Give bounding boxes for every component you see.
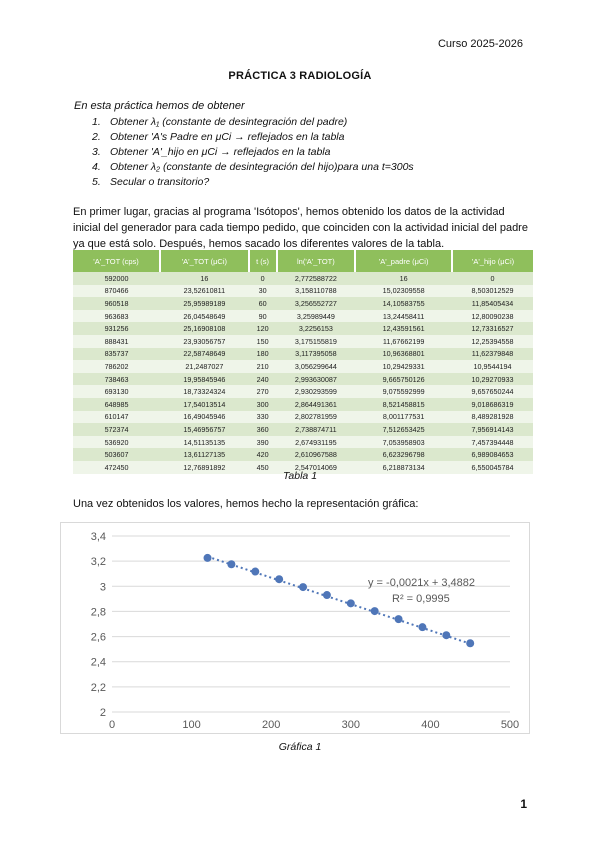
- table-cell: 2,993630087: [277, 373, 356, 386]
- objective-number: 4.: [92, 161, 101, 173]
- table-cell: 15,02309558: [355, 285, 452, 298]
- table-cell: 90: [249, 310, 277, 323]
- trendline-equation: y = -0,0021x + 3,4882: [368, 577, 476, 589]
- table-cell: 2,610967588: [277, 448, 356, 461]
- table-row: [73, 322, 533, 335]
- table-cell: 26,04548649: [160, 310, 249, 323]
- table-cell: 60: [249, 297, 277, 310]
- table-cell: 14,51135135: [160, 436, 249, 449]
- table-cell: 12,76891892: [160, 461, 249, 474]
- objective-number: 3.: [92, 146, 101, 158]
- table-cell: 6,989084653: [452, 448, 533, 461]
- table-row: [73, 398, 533, 411]
- page-number: 1: [520, 797, 527, 811]
- table-cell: 10,29270933: [452, 373, 533, 386]
- table-cell: 2,772588722: [277, 272, 356, 285]
- table-cell: 960518: [73, 297, 160, 310]
- data-point: [204, 554, 212, 562]
- table-cell: 23,52610811: [160, 285, 249, 298]
- objective-text: Obtener 'A'_hijo en μCi → reflejados en la tabla: [110, 146, 331, 158]
- table-row: [73, 448, 533, 461]
- table-cell: 16: [160, 272, 249, 285]
- table-cell: 360: [249, 423, 277, 436]
- table-cell: 420: [249, 448, 277, 461]
- table-cell: 572374: [73, 423, 160, 436]
- table-cell: 0: [452, 272, 533, 285]
- table-body: [73, 272, 533, 474]
- table-cell: 10,9544194: [452, 360, 533, 373]
- table-cell: 7,457394448: [452, 436, 533, 449]
- col-header-time: t (s): [249, 250, 277, 272]
- table-cell: 300: [249, 398, 277, 411]
- data-point: [395, 615, 403, 623]
- table-cell: 835737: [73, 348, 160, 361]
- objective-number: 1.: [92, 116, 101, 128]
- objective-text: Obtener λ₁ (constante de desintegración del padre): [110, 116, 348, 128]
- x-tick-label: 300: [341, 719, 360, 731]
- table-cell: 270: [249, 385, 277, 398]
- table-cell: 10,29429331: [355, 360, 452, 373]
- table-cell: 9,657650244: [452, 385, 533, 398]
- table-cell: 11,67662199: [355, 335, 452, 348]
- table-cell: 888431: [73, 335, 160, 348]
- table-cell: 693130: [73, 385, 160, 398]
- table-cell: 648985: [73, 398, 160, 411]
- table-cell: 12,80090238: [452, 310, 533, 323]
- table-cell: 210: [249, 360, 277, 373]
- table-cell: 180: [249, 348, 277, 361]
- table-cell: 22,58748649: [160, 348, 249, 361]
- scatter-chart: [60, 522, 530, 734]
- table-row: [73, 360, 533, 373]
- x-tick-label: 200: [262, 719, 281, 731]
- y-tick-label: 2: [99, 707, 106, 719]
- data-table: [73, 250, 533, 474]
- table-cell: 17,54013514: [160, 398, 249, 411]
- table-cell: 12,25394558: [452, 335, 533, 348]
- y-tick-label: 2,2: [90, 681, 106, 694]
- trendline-r-squared: R² = 0,9995: [392, 593, 450, 605]
- col-header-ln-a-tot: ln('A'_TOT): [277, 250, 356, 272]
- x-tick-label: 500: [500, 719, 520, 731]
- table-cell: 536920: [73, 436, 160, 449]
- table-cell: 472450: [73, 461, 160, 474]
- data-point: [347, 599, 355, 607]
- table-cell: 503607: [73, 448, 160, 461]
- table-cell: 6,623296798: [355, 448, 452, 461]
- table-header-row: [73, 250, 533, 272]
- table-row: [73, 373, 533, 386]
- y-tick-label: 2,4: [90, 656, 106, 669]
- data-point: [418, 623, 426, 631]
- table-cell: 2,802781959: [277, 411, 356, 424]
- table-cell: 3,25989449: [277, 310, 356, 323]
- table-cell: 870466: [73, 285, 160, 298]
- data-point: [371, 607, 379, 615]
- y-tick-label: 2,8: [90, 606, 106, 619]
- table-cell: 25,16908108: [160, 322, 249, 335]
- table-cell: 2,674931195: [277, 436, 356, 449]
- table-row: [73, 297, 533, 310]
- table-cell: 9,665750126: [355, 373, 452, 386]
- course-label: Curso 2025-2026: [437, 38, 523, 50]
- table-cell: 240: [249, 373, 277, 386]
- objective-text: Obtener λ₂ (constante de desintegración del hijo)para una t=300s: [110, 161, 414, 173]
- table-cell: 3,2256153: [277, 322, 356, 335]
- table-cell: 14,10583755: [355, 297, 452, 310]
- table-cell: 738463: [73, 373, 160, 386]
- table-cell: 13,24458411: [355, 310, 452, 323]
- objective-item: [92, 175, 414, 190]
- x-tick-label: 0: [108, 719, 116, 731]
- table-cell: 931256: [73, 322, 160, 335]
- table-cell: 25,95989189: [160, 297, 249, 310]
- table-cell: 3,175155819: [277, 335, 356, 348]
- col-header-a-padre: 'A'_padre (μCi): [355, 250, 452, 272]
- col-header-a-hijo: 'A'_hijo (μCi): [452, 250, 533, 272]
- table-cell: 2,738874711: [277, 423, 356, 436]
- objective-item: [92, 115, 414, 130]
- table-cell: 390: [249, 436, 277, 449]
- page-title: PRÁCTICA 3 RADIOLOGÍA: [228, 70, 372, 82]
- x-tick-label: 100: [182, 719, 201, 731]
- x-tick-label: 400: [421, 719, 440, 731]
- table-row: [73, 272, 533, 285]
- paragraph-chart-intro: Una vez obtenidos los valores, hemos hecho la representación gráfica:: [73, 498, 419, 510]
- table-cell: 963683: [73, 310, 160, 323]
- table-cell: 8,503012529: [452, 285, 533, 298]
- table-cell: 8,489281928: [452, 411, 533, 424]
- objective-item: [92, 145, 414, 160]
- table-cell: 6,550045784: [452, 461, 533, 474]
- table-cell: 786202: [73, 360, 160, 373]
- table-row: [73, 385, 533, 398]
- table-cell: 16: [355, 272, 452, 285]
- table-cell: 15,46956757: [160, 423, 249, 436]
- table-row: [73, 310, 533, 323]
- table-cell: 23,93056757: [160, 335, 249, 348]
- table-cell: 3,256552727: [277, 297, 356, 310]
- table-row: [73, 335, 533, 348]
- table-cell: 10,96368801: [355, 348, 452, 361]
- table-cell: 13,61127135: [160, 448, 249, 461]
- intro-text: En esta práctica hemos de obtener: [74, 100, 245, 112]
- table-cell: 11,62379848: [452, 348, 533, 361]
- table-caption: Tabla 1: [282, 470, 318, 482]
- y-tick-label: 3,2: [90, 556, 106, 569]
- table-cell: 8,001177531: [355, 411, 452, 424]
- chart-border: [61, 523, 530, 734]
- data-point: [275, 575, 283, 583]
- table-row: [73, 436, 533, 449]
- paragraph-intro-data: En primer lugar, gracias al programa 'Isótopos', hemos obtenido los datos de la actividad inicial del generador para cada tiempo pedido, que coinciden con la actividad inicial del padre ya que está solo. Después, hemos sacado los diferentes valores de la tabla.: [73, 206, 528, 250]
- table-row: [73, 285, 533, 298]
- table-cell: 9,018686319: [452, 398, 533, 411]
- objectives-list: [92, 115, 414, 190]
- table-cell: 6,218873134: [355, 461, 452, 474]
- table-cell: 3,117395058: [277, 348, 356, 361]
- table-cell: 2,930293599: [277, 385, 356, 398]
- table-cell: 30: [249, 285, 277, 298]
- table-cell: 11,85405434: [452, 297, 533, 310]
- y-tick-label: 3,4: [90, 531, 106, 543]
- y-tick-label: 2,6: [90, 631, 106, 644]
- table-row: [73, 348, 533, 361]
- table-cell: 12,73316527: [452, 322, 533, 335]
- table-cell: 8,521458815: [355, 398, 452, 411]
- table-cell: 2,547014069: [277, 461, 356, 474]
- table-cell: 610147: [73, 411, 160, 424]
- objective-item: [92, 130, 414, 145]
- objective-text: Secular o transitorio?: [110, 176, 210, 188]
- data-point: [323, 591, 331, 599]
- table-cell: 9,075592999: [355, 385, 452, 398]
- table-cell: 7,956914143: [452, 423, 533, 436]
- data-point: [442, 631, 450, 639]
- table-cell: 330: [249, 411, 277, 424]
- table-row: [73, 411, 533, 424]
- table-cell: 3,158110788: [277, 285, 356, 298]
- table-row: [73, 423, 533, 436]
- data-point: [299, 583, 307, 591]
- data-point: [466, 639, 474, 647]
- table-cell: 12,43591561: [355, 322, 452, 335]
- data-point: [251, 568, 259, 576]
- objective-number: 2.: [92, 131, 101, 143]
- table-cell: 3,056299644: [277, 360, 356, 373]
- y-tick-label: 3: [99, 581, 106, 594]
- table-cell: 450: [249, 461, 277, 474]
- objective-number: 5.: [92, 176, 101, 188]
- table-cell: 120: [249, 322, 277, 335]
- table-cell: 16,49045946: [160, 411, 249, 424]
- table-cell: 7,053958903: [355, 436, 452, 449]
- col-header-a-tot-cps: 'A'_TOT (cps): [73, 250, 160, 272]
- table-cell: 592000: [73, 272, 160, 285]
- table-cell: 150: [249, 335, 277, 348]
- col-header-a-tot-uci: 'A'_TOT (μCi): [160, 250, 249, 272]
- data-point: [227, 560, 235, 568]
- chart-caption: Gráfica 1: [278, 741, 322, 753]
- table-cell: 18,73324324: [160, 385, 249, 398]
- objective-text: Obtener 'A's Padre en μCi → reflejados en la tabla: [110, 131, 345, 143]
- table-cell: 21,2487027: [160, 360, 249, 373]
- table-cell: 0: [249, 272, 277, 285]
- table-cell: 7,512653425: [355, 423, 452, 436]
- objective-item: [92, 160, 414, 175]
- table-cell: 19,95845946: [160, 373, 249, 386]
- table-cell: 2,864491361: [277, 398, 356, 411]
